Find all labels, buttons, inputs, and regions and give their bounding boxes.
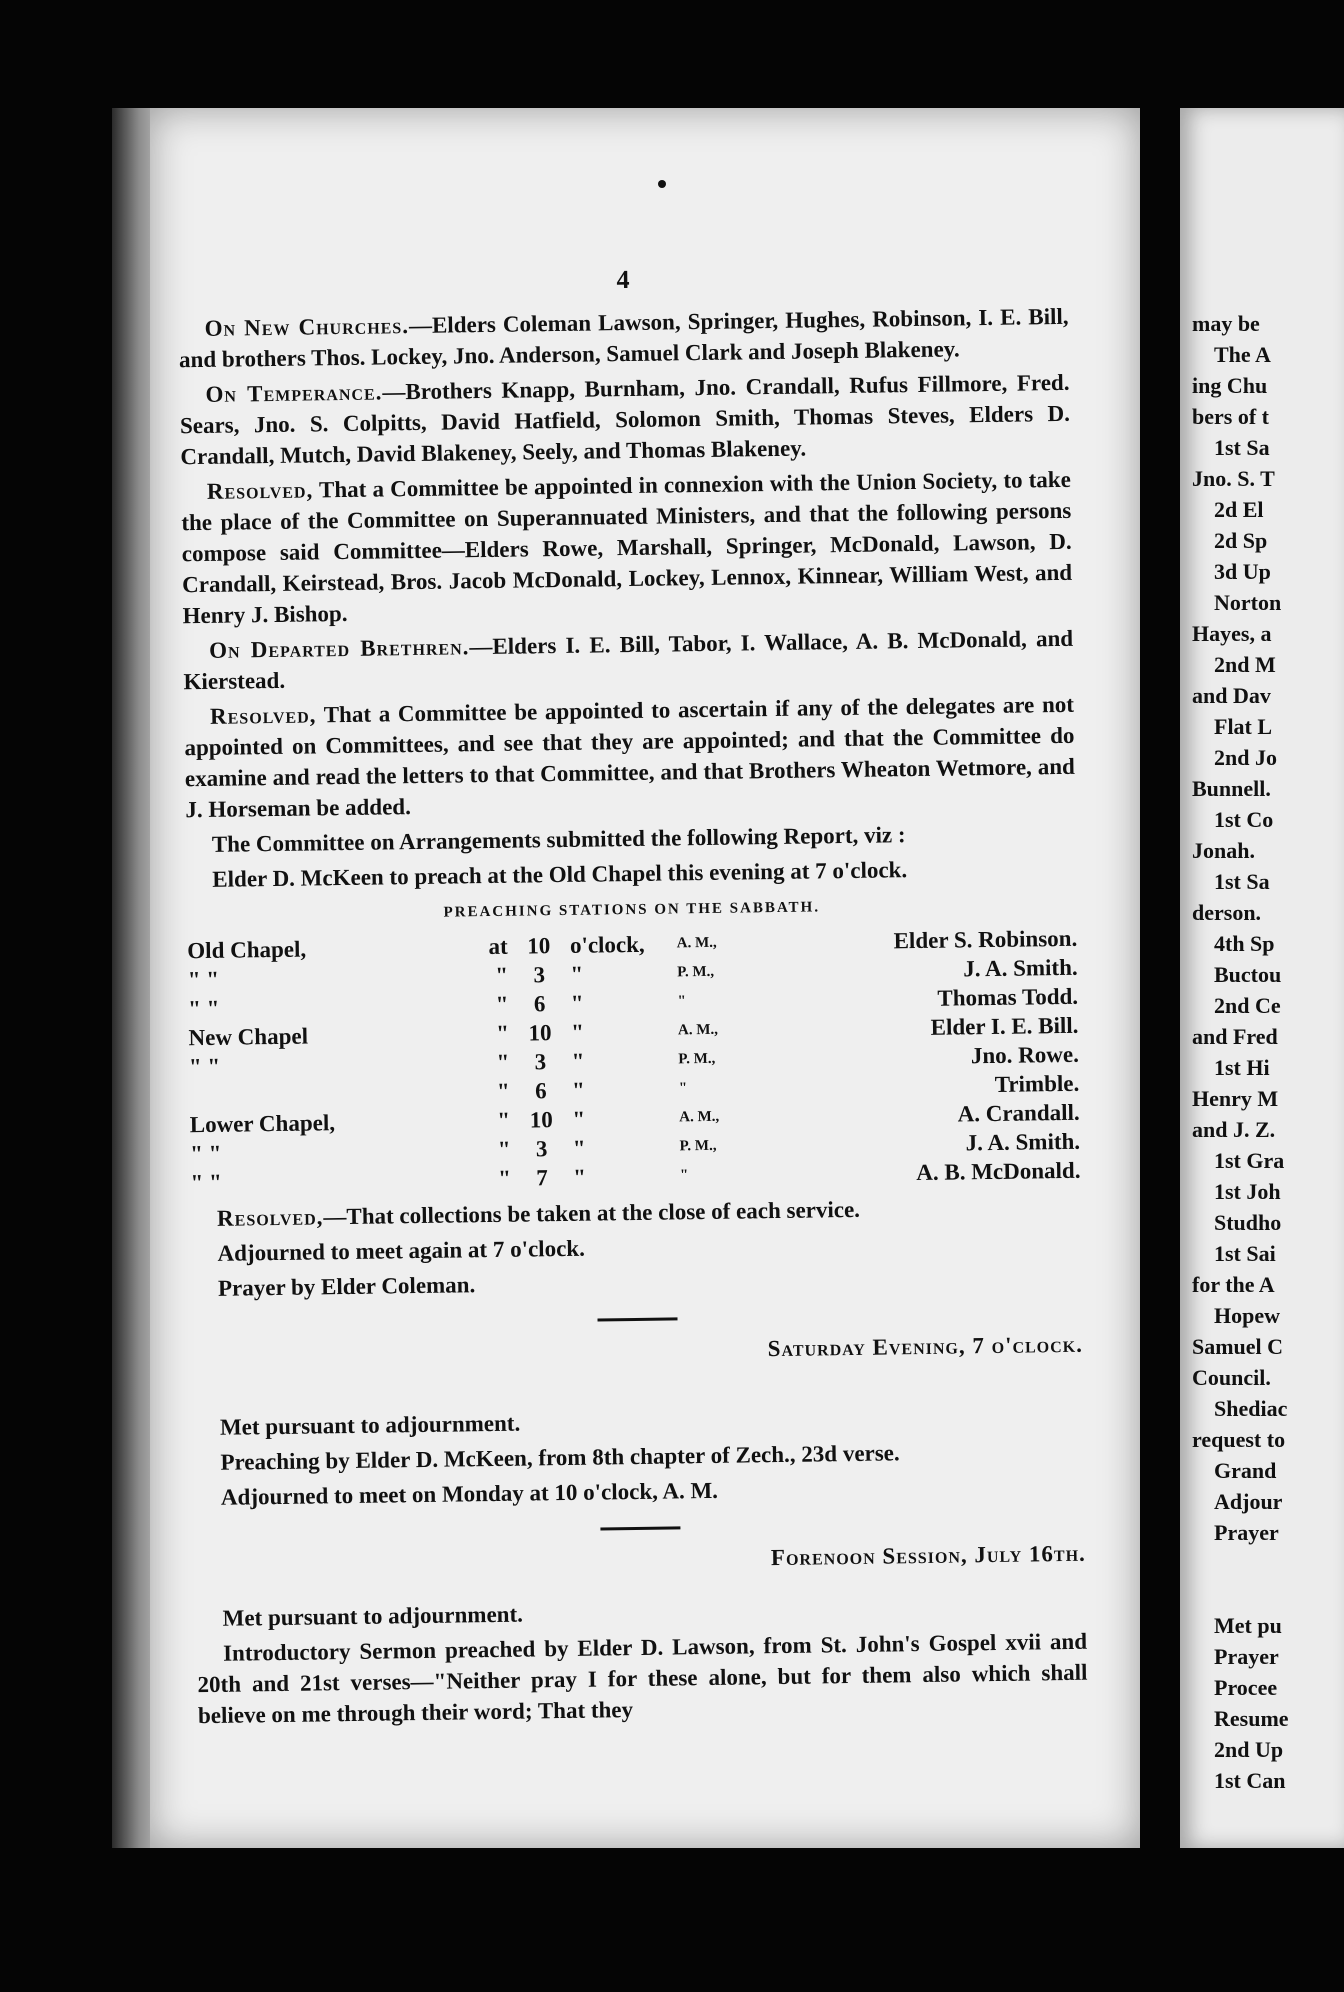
facing-line: 1st Sa xyxy=(1214,869,1270,894)
session-heading-saturday: Saturday Evening, 7 o'clock. xyxy=(767,1331,1084,1362)
station-preacher: J. A. Smith. xyxy=(965,1128,1081,1156)
saturday-line: Preaching by Elder D. McKeen, from 8th chapter of Zech., 23d verse. xyxy=(220,1440,900,1475)
station-at: " xyxy=(496,1078,510,1104)
forenoon-line: Met pursuant to adjournment. xyxy=(222,1601,524,1631)
facing-line: 2nd Ce xyxy=(1214,993,1281,1018)
station-oclock: o'clock, xyxy=(569,931,645,958)
facing-line: 2d El xyxy=(1214,497,1264,522)
station-ampm: A. M., xyxy=(679,1108,720,1126)
station-at: " xyxy=(497,1107,511,1133)
station-oclock: " xyxy=(573,1164,587,1190)
facing-line: The A xyxy=(1214,342,1271,367)
paragraph-new-churches xyxy=(178,301,1069,375)
facing-line: 2nd Jo xyxy=(1214,745,1277,770)
facing-line xyxy=(1192,1579,1344,1610)
station-oclock: " xyxy=(572,1106,586,1132)
facing-line: 1st Gra xyxy=(1214,1148,1285,1173)
facing-line: and J. Z. xyxy=(1192,1117,1276,1142)
station-time: 6 xyxy=(534,1078,547,1104)
station-preacher: J. A. Smith. xyxy=(963,954,1078,982)
station-oclock: " xyxy=(570,961,584,987)
paragraph-resolved-union-society xyxy=(181,464,1073,631)
facing-line: 2nd Up xyxy=(1214,1737,1284,1762)
station-time: 10 xyxy=(529,1107,553,1133)
ink-dot xyxy=(658,180,666,188)
facing-line: 4th Sp xyxy=(1214,931,1275,956)
session-heading-forenoon: Forenoon Session, July 16th. xyxy=(770,1540,1086,1571)
facing-line: Prayer xyxy=(1214,1520,1279,1545)
section-divider xyxy=(597,1317,677,1321)
facing-page-text xyxy=(1192,308,1344,1796)
station-time: 3 xyxy=(533,962,546,988)
station-place: " " xyxy=(189,1140,222,1167)
facing-line xyxy=(1192,1548,1344,1579)
station-preacher: Trimble. xyxy=(994,1070,1080,1097)
station-time: 6 xyxy=(533,991,546,1017)
station-preacher: Elder I. E. Bill. xyxy=(930,1012,1079,1040)
page-number: 4 xyxy=(616,264,630,295)
station-preacher: A. B. McDonald. xyxy=(916,1157,1081,1186)
station-preacher: A. Crandall. xyxy=(957,1099,1080,1127)
facing-line: 2nd M xyxy=(1214,652,1276,677)
facing-line: Hopew xyxy=(1214,1303,1280,1328)
facing-line: may be xyxy=(1192,311,1260,336)
facing-line: Resume xyxy=(1214,1706,1289,1731)
paragraph-text: —That collections be taken at the close of each service. xyxy=(323,1196,861,1230)
facing-line: Buctou xyxy=(1214,962,1282,987)
station-place: " " xyxy=(188,1053,221,1080)
station-preacher: Jno. Rowe. xyxy=(970,1041,1080,1069)
station-place: " " xyxy=(187,966,220,993)
station-place xyxy=(189,1077,456,1110)
page-content xyxy=(178,258,1088,1735)
paragraph-lead: Resolved, xyxy=(216,1204,324,1231)
saturday-line: Met pursuant to adjournment. xyxy=(219,1410,521,1440)
facing-line: ing Chu xyxy=(1192,373,1268,398)
paragraph-lead: On Departed Brethren. xyxy=(208,634,470,663)
paragraph-text: That a Committee be appointed in connexion with the Union Society, to take the place of the Committee on Superannuated Ministers, and that the following persons compose said Committee—Elders Rowe, Marshall, Springer, McDonald, Lawson, D. Crandall, Keirstead, Bros. Jacob McDonald, Lockey, Lennox, Kinnear, William West, and Henry J. Bishop. xyxy=(181,466,1073,629)
facing-line: 1st Hi xyxy=(1214,1055,1270,1080)
paragraph-lead: Resolved, xyxy=(209,702,317,729)
station-preacher: Thomas Todd. xyxy=(937,983,1079,1011)
facing-line: request to xyxy=(1192,1427,1286,1452)
station-at: " xyxy=(497,1165,512,1191)
preaching-stations-table xyxy=(187,924,1081,1197)
facing-line: and Fred xyxy=(1192,1024,1278,1049)
paragraph-text: Adjourned to meet again at 7 o'clock. xyxy=(217,1235,586,1266)
station-at: " xyxy=(495,991,509,1017)
facing-line: Prayer xyxy=(1214,1644,1279,1669)
station-oclock: " xyxy=(571,1048,585,1074)
stations-heading: PREACHING STATIONS ON THE SABBATH. xyxy=(443,899,821,921)
facing-line: Jno. S. T xyxy=(1192,466,1275,491)
facing-line: 3d Up xyxy=(1214,559,1271,584)
forenoon-line: Introductory Sermon preached by Elder D. Lawson, from St. John's Gospel xvii and 20th and 21st verses—"Neither pray I for these alone, but for them also which shall believe on me through their word; That they xyxy=(197,1628,1088,1729)
facing-page xyxy=(1180,108,1344,1848)
station-preacher: Elder S. Robinson. xyxy=(893,925,1078,954)
facing-line: Studho xyxy=(1214,1210,1282,1235)
station-at: at xyxy=(488,933,508,960)
document-page xyxy=(150,108,1140,1848)
facing-line: Jonah. xyxy=(1192,838,1255,863)
station-at: " xyxy=(497,1136,511,1162)
section-divider xyxy=(600,1526,680,1530)
facing-line: 2d Sp xyxy=(1214,528,1268,553)
facing-line: Hayes, a xyxy=(1192,621,1272,646)
paragraph-lead: On Temperance. xyxy=(205,379,383,407)
station-ampm: " xyxy=(678,1080,688,1097)
facing-line: Flat L xyxy=(1214,714,1273,739)
paragraph-text: Elder D. McKeen to preach at the Old Chapel this evening at 7 o'clock. xyxy=(212,857,908,892)
paragraph-lead: Resolved, xyxy=(206,477,314,504)
station-place: Old Chapel, xyxy=(187,936,307,964)
facing-line: Procee xyxy=(1214,1675,1278,1700)
facing-line: Met pu xyxy=(1214,1613,1282,1638)
station-ampm: A. M., xyxy=(676,934,717,952)
station-oclock: " xyxy=(571,1077,585,1103)
facing-line: derson. xyxy=(1192,900,1262,925)
paragraph-text: That a Committee be appointed to ascertain if any of the delegates are not appointed on Committees, and see that they are appointed; and that the Committee do examine and read the letters to that Committee, and that Brothers Wheaton Wetmore, and J. Horseman be added. xyxy=(184,691,1076,823)
facing-line: 1st Joh xyxy=(1214,1179,1281,1204)
facing-line: Shediac xyxy=(1214,1396,1288,1421)
paragraph-text: —Elders Coleman Lawson, Springer, Hughes, Robinson, I. E. Bill, and brothers Thos. Lockey, Jno. Anderson, Samuel Clark and Joseph Blakeney. xyxy=(178,303,1069,373)
facing-line: 1st Sa xyxy=(1214,435,1270,460)
station-at: " xyxy=(495,1020,510,1046)
station-oclock: " xyxy=(571,1019,585,1045)
paragraph-resolved-delegates xyxy=(184,689,1076,825)
facing-line: Norton xyxy=(1214,590,1282,615)
facing-line: for the A xyxy=(1192,1272,1275,1297)
paragraph-temperance xyxy=(179,367,1070,472)
station-place: " " xyxy=(190,1169,223,1196)
facing-line: bers of t xyxy=(1192,404,1269,429)
station-time: 3 xyxy=(534,1049,547,1075)
station-time: 10 xyxy=(528,1020,552,1046)
facing-line: Samuel C xyxy=(1192,1334,1284,1359)
station-time: 7 xyxy=(536,1165,548,1191)
station-oclock: " xyxy=(570,990,584,1016)
station-ampm: " xyxy=(677,993,686,1010)
facing-line: Grand xyxy=(1214,1458,1277,1483)
station-place: " " xyxy=(187,995,220,1022)
station-at: " xyxy=(495,962,509,988)
station-place: Lower Chapel, xyxy=(189,1110,336,1138)
facing-line: 1st Can xyxy=(1214,1768,1286,1793)
facing-line: 1st Co xyxy=(1214,807,1274,832)
paragraph-text: Prayer by Elder Coleman. xyxy=(217,1272,476,1301)
station-place: New Chapel xyxy=(188,1023,309,1051)
paragraph-departed-brethren xyxy=(183,623,1074,697)
paragraph-text: —Brothers Knapp, Burnham, Jno. Crandall, Rufus Fillmore, Fred. Sears, Jno. S. Colpitts, David Hatfield, Solomon Smith, Thomas Steves, Elders D. Crandall, Mutch, David Blakeney, Seely, and Thomas Blakeney. xyxy=(179,369,1071,470)
facing-line: Henry M xyxy=(1192,1086,1279,1111)
facing-line: Adjour xyxy=(1214,1489,1283,1514)
station-time: 3 xyxy=(535,1136,548,1162)
paragraph-lead: On New Churches. xyxy=(204,313,410,341)
station-ampm: P. M., xyxy=(677,963,715,981)
station-ampm: A. M., xyxy=(677,1021,719,1039)
paragraph-text: —Elders I. E. Bill, Tabor, I. Wallace, A. B. McDonald, and Kierstead. xyxy=(183,625,1074,695)
station-ampm: P. M., xyxy=(679,1137,717,1155)
station-ampm: " xyxy=(679,1167,689,1184)
station-time: 10 xyxy=(527,933,551,959)
facing-line: Council. xyxy=(1192,1365,1271,1390)
facing-line: Bunnell. xyxy=(1192,776,1271,801)
facing-line: and Dav xyxy=(1192,683,1271,708)
station-ampm: P. M., xyxy=(678,1050,716,1068)
station-oclock: " xyxy=(572,1135,586,1161)
facing-line: 1st Sai xyxy=(1214,1241,1276,1266)
paragraph-text: The Committee on Arrangements submitted the following Report, viz : xyxy=(211,822,906,857)
station-at: " xyxy=(496,1049,510,1075)
saturday-line: Adjourned to meet on Monday at 10 o'clock, A. M. xyxy=(220,1477,719,1510)
